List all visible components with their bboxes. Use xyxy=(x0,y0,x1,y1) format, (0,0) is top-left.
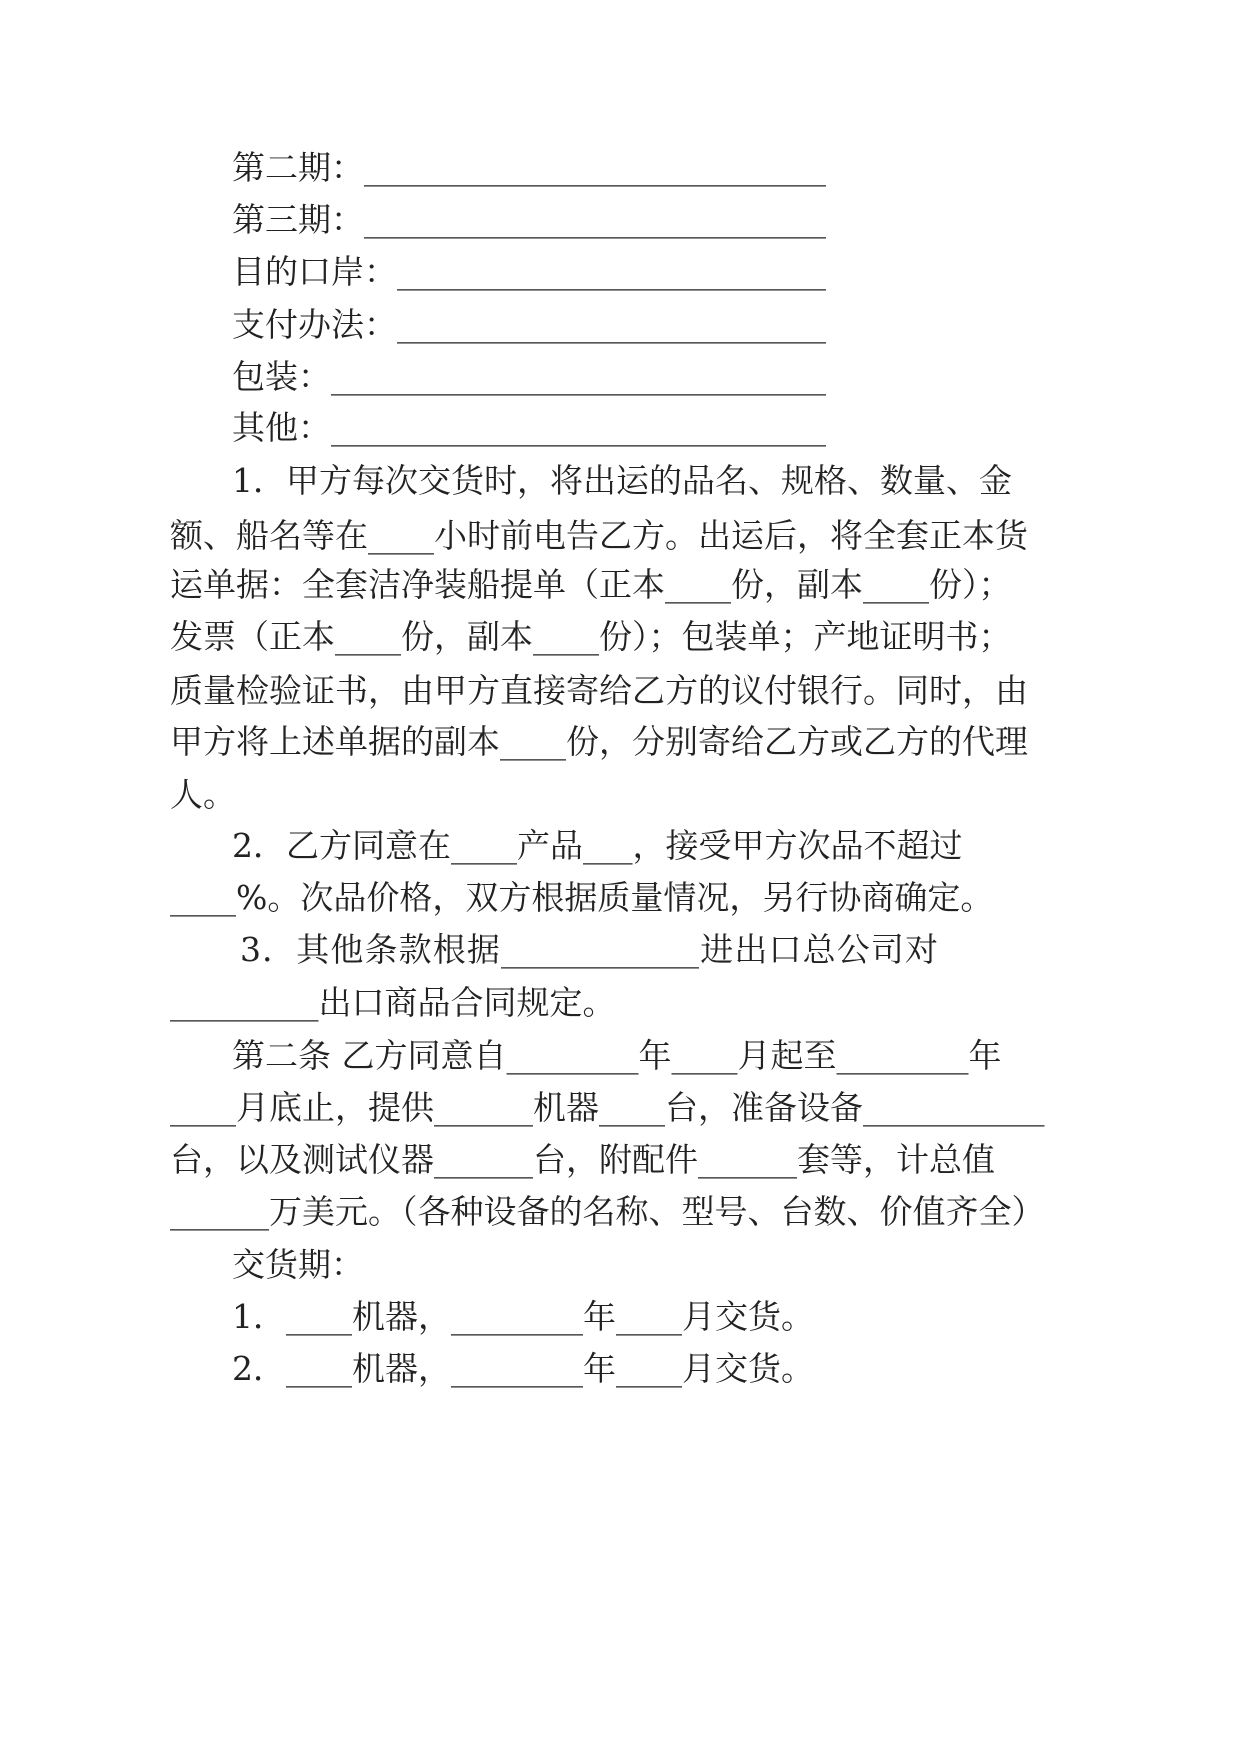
clause-1-line-3: 运单据：全套洁净装船提单（正本____份，副本____份）； xyxy=(170,565,1012,604)
payment-method-field: 支付办法：__________________________ xyxy=(232,305,826,344)
delivery-item-2: 2．____机器，________年____月交货。 xyxy=(232,1349,814,1388)
installment-2-field: 第二期：____________________________ xyxy=(232,148,826,187)
clause-3-line-1: 3．其他条款根据____________进出口总公司对 xyxy=(240,930,938,969)
clause-1-line-6: 甲方将上述单据的副本____份，分别寄给乙方或乙方的代理 xyxy=(170,722,1028,761)
clause-1-line-7: 人。 xyxy=(170,775,236,814)
destination-port-field: 目的口岸：__________________________ xyxy=(232,252,826,291)
clause-1-line-2: 额、船名等在____小时前电告乙方。出运后，将全套正本货 xyxy=(170,516,1028,555)
delivery-item-1: 1．____机器，________年____月交货。 xyxy=(232,1297,814,1336)
article-2-line-3: 台，以及测试仪器______台，附配件______套等，计总值 xyxy=(170,1140,995,1179)
article-2-line-1: 第二条 乙方同意自________年____月起至________年 xyxy=(232,1036,1002,1075)
clause-2-line-1: 2．乙方同意在____产品___，接受甲方次品不超过 xyxy=(232,826,963,865)
packing-field: 包装：______________________________ xyxy=(232,357,826,396)
clause-3-line-2: _________出口商品合同规定。 xyxy=(170,983,616,1022)
clause-2-line-2: ____%。次品价格，双方根据质量情况，另行协商确定。 xyxy=(170,878,994,917)
article-2-line-2: ____月底止，提供______机器____台，准备设备___________ xyxy=(170,1088,1045,1127)
installment-3-field: 第三期：____________________________ xyxy=(232,200,826,239)
clause-1-line-4: 发票（正本____份，副本____份）；包装单；产地证明书； xyxy=(170,617,1012,656)
other-field: 其他：______________________________ xyxy=(232,408,826,447)
delivery-period-heading: 交货期： xyxy=(232,1245,364,1284)
clause-1-line-5: 质量检验证书，由甲方直接寄给乙方的议付银行。同时，由 xyxy=(170,671,1028,710)
article-2-line-4: ______万美元。（各种设备的名称、型号、台数、价值齐全） xyxy=(170,1192,1045,1231)
clause-1-line-1: 1．甲方每次交货时，将出运的品名、规格、数量、金 xyxy=(232,461,1012,500)
